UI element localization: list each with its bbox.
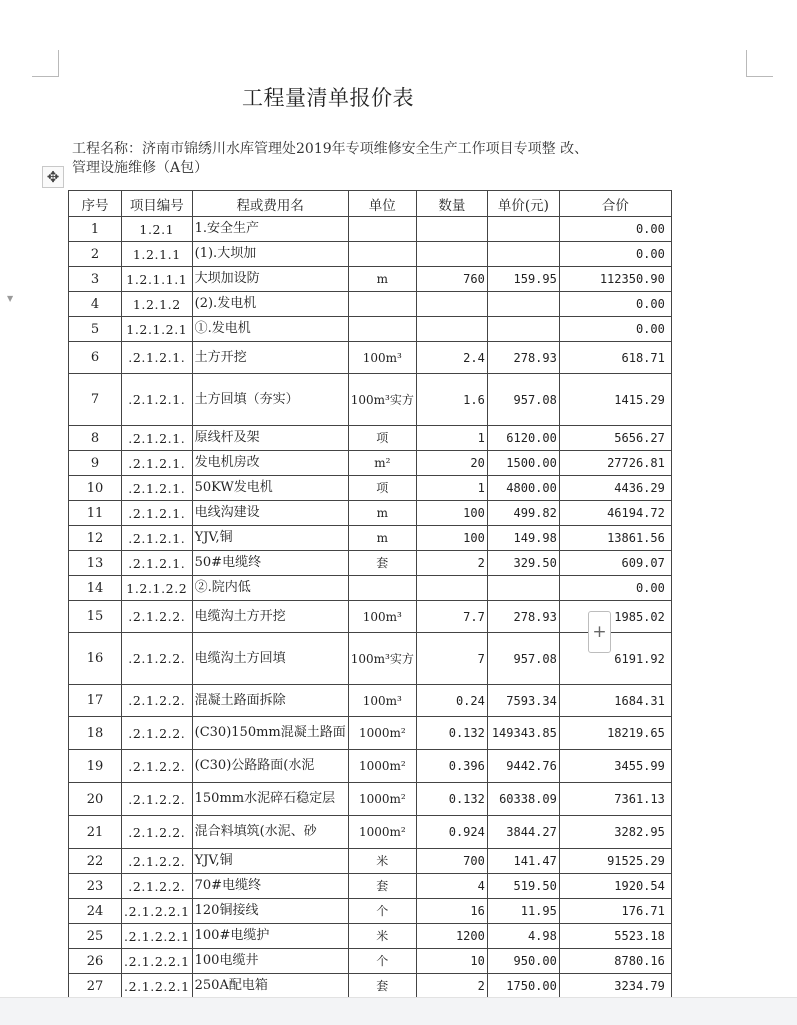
- cell-total: 13861.56: [559, 526, 671, 551]
- cell-unit: 100m³: [348, 685, 416, 717]
- cell-price: 278.93: [487, 601, 559, 633]
- cell-name: 50KW发电机: [192, 476, 348, 501]
- cell-total: 112350.90: [559, 267, 671, 292]
- table-row: [69, 451, 672, 476]
- cell-name: 混凝土路面拆除: [192, 685, 348, 717]
- cell-price: 1500.00: [487, 451, 559, 476]
- header-cell-unit: 单位: [348, 191, 416, 217]
- cell-unit: 100m³实方: [348, 374, 416, 426]
- move-arrows-icon: ✥: [46, 168, 60, 186]
- add-column-button[interactable]: [588, 611, 611, 653]
- cell-name: 1.安全生产: [192, 217, 348, 242]
- cell-price: [487, 292, 559, 317]
- cell-name: 70#电缆终: [192, 874, 348, 899]
- table-row: [69, 949, 672, 974]
- cell-qty: 0.132: [416, 783, 487, 816]
- table-row: [69, 924, 672, 949]
- cell-code: .2.1.2.1.: [122, 374, 193, 426]
- cell-name: 土方开挖: [192, 342, 348, 374]
- cell-price: 499.82: [487, 501, 559, 526]
- cell-no: 21: [69, 816, 122, 849]
- cell-qty: 16: [416, 899, 487, 924]
- table-row: [69, 816, 672, 849]
- cell-name: 原线杆及架: [192, 426, 348, 451]
- cell-no: 20: [69, 783, 122, 816]
- cell-name: 50#电缆终: [192, 551, 348, 576]
- cell-total: 7361.13: [559, 783, 671, 816]
- cell-qty: 1: [416, 426, 487, 451]
- table-row: [69, 601, 672, 633]
- cell-total: 8780.16: [559, 949, 671, 974]
- cell-code: .2.1.2.2.1: [122, 974, 193, 999]
- cell-price: [487, 576, 559, 601]
- cell-name: (C30)公路路面(水泥: [192, 750, 348, 783]
- cell-code: .2.1.2.2.: [122, 685, 193, 717]
- cell-name: 发电机房改: [192, 451, 348, 476]
- table-row: [69, 374, 672, 426]
- cell-name: 混合料填筑(水泥、砂: [192, 816, 348, 849]
- cell-unit: m²: [348, 451, 416, 476]
- table-row: [69, 717, 672, 750]
- header-cell-total: 合价: [559, 191, 671, 217]
- header-cell-code: 项目编号: [122, 191, 193, 217]
- cell-code: .2.1.2.2.: [122, 750, 193, 783]
- project-name: 工程名称：济南市锦绣川水库管理处2019年专项维修安全生产工作项目专项整 改、管理设施维修（A包）: [72, 141, 589, 176]
- cell-total: 0.00: [559, 292, 671, 317]
- cell-code: 1.2.1.2: [122, 292, 193, 317]
- cell-name: ②.院内低: [192, 576, 348, 601]
- cell-total: 618.71: [559, 342, 671, 374]
- cell-unit: [348, 242, 416, 267]
- cell-no: 22: [69, 849, 122, 874]
- cell-qty: 0.924: [416, 816, 487, 849]
- cell-price: 1750.00: [487, 974, 559, 999]
- cell-name: (2).发电机: [192, 292, 348, 317]
- cell-qty: [416, 217, 487, 242]
- header-cell-qty: 数量: [416, 191, 487, 217]
- cell-name: 电线沟建设: [192, 501, 348, 526]
- table-row: [69, 874, 672, 899]
- cell-code: .2.1.2.1.: [122, 476, 193, 501]
- cell-price: 957.08: [487, 633, 559, 685]
- cell-no: 3: [69, 267, 122, 292]
- cell-no: 23: [69, 874, 122, 899]
- cell-code: .2.1.2.2.: [122, 874, 193, 899]
- cell-total: 176.71: [559, 899, 671, 924]
- cell-unit: 1000m²: [348, 783, 416, 816]
- cell-name: YJV,铜: [192, 849, 348, 874]
- cell-price: 957.08: [487, 374, 559, 426]
- cell-total: 46194.72: [559, 501, 671, 526]
- cell-qty: 7: [416, 633, 487, 685]
- cell-qty: [416, 317, 487, 342]
- table-move-handle[interactable]: [42, 166, 64, 188]
- table-row: [69, 633, 672, 685]
- cell-qty: 4: [416, 874, 487, 899]
- cell-name: 大坝加设防: [192, 267, 348, 292]
- cell-no: 5: [69, 317, 122, 342]
- cell-no: 26: [69, 949, 122, 974]
- cell-price: 278.93: [487, 342, 559, 374]
- cell-total: 1415.29: [559, 374, 671, 426]
- cell-qty: 100: [416, 526, 487, 551]
- cell-no: 7: [69, 374, 122, 426]
- cell-price: 4.98: [487, 924, 559, 949]
- cell-total: 0.00: [559, 242, 671, 267]
- table-row: [69, 267, 672, 292]
- cell-name: 100电缆井: [192, 949, 348, 974]
- cell-unit: m: [348, 267, 416, 292]
- cell-price: 519.50: [487, 874, 559, 899]
- cell-name: ①.发电机: [192, 317, 348, 342]
- cell-no: 11: [69, 501, 122, 526]
- bottom-status-bar: [0, 997, 797, 1025]
- cell-code: .2.1.2.2.1: [122, 949, 193, 974]
- cell-qty: 760: [416, 267, 487, 292]
- cell-no: 25: [69, 924, 122, 949]
- cell-no: 1: [69, 217, 122, 242]
- table-row: [69, 242, 672, 267]
- cell-price: 3844.27: [487, 816, 559, 849]
- cell-total: 1684.31: [559, 685, 671, 717]
- cell-unit: 套: [348, 874, 416, 899]
- cell-unit: 1000m²: [348, 816, 416, 849]
- cell-no: 8: [69, 426, 122, 451]
- cell-qty: [416, 292, 487, 317]
- cell-unit: [348, 292, 416, 317]
- page-corner-top-left: [32, 50, 59, 77]
- table-header-row: [69, 191, 672, 217]
- cell-total: 18219.65: [559, 717, 671, 750]
- table-row: [69, 899, 672, 924]
- cell-name: (1).大坝加: [192, 242, 348, 267]
- cell-no: 24: [69, 899, 122, 924]
- cell-price: 7593.34: [487, 685, 559, 717]
- cell-qty: 0.396: [416, 750, 487, 783]
- table-row: [69, 849, 672, 874]
- table-row: [69, 342, 672, 374]
- cell-name: YJV,铜: [192, 526, 348, 551]
- cell-unit: [348, 576, 416, 601]
- cell-price: 6120.00: [487, 426, 559, 451]
- cell-total: 4436.29: [559, 476, 671, 501]
- cell-total: 3455.99: [559, 750, 671, 783]
- cell-total: 5523.18: [559, 924, 671, 949]
- cell-total: 0.00: [559, 217, 671, 242]
- cell-no: 27: [69, 974, 122, 999]
- cell-price: 141.47: [487, 849, 559, 874]
- cell-total: 3234.79: [559, 974, 671, 999]
- cell-no: 12: [69, 526, 122, 551]
- table-row: [69, 685, 672, 717]
- cell-code: .2.1.2.2.1: [122, 924, 193, 949]
- cell-no: 14: [69, 576, 122, 601]
- cell-code: 1.2.1.2.2: [122, 576, 193, 601]
- plus-icon: +: [592, 622, 607, 642]
- cell-unit: m: [348, 526, 416, 551]
- cell-total: 91525.29: [559, 849, 671, 874]
- table-row: [69, 783, 672, 816]
- cell-code: .2.1.2.1.: [122, 501, 193, 526]
- cell-qty: 10: [416, 949, 487, 974]
- cell-unit: 项: [348, 426, 416, 451]
- header-cell-price: 单价(元): [487, 191, 559, 217]
- cell-price: [487, 317, 559, 342]
- cell-code: .2.1.2.2.: [122, 816, 193, 849]
- cell-qty: 0.132: [416, 717, 487, 750]
- table-row: [69, 317, 672, 342]
- cell-code: .2.1.2.1.: [122, 451, 193, 476]
- table-row: [69, 501, 672, 526]
- cell-price: 9442.76: [487, 750, 559, 783]
- cell-code: 1.2.1.1: [122, 242, 193, 267]
- cell-name: 土方回填（夯实）: [192, 374, 348, 426]
- cell-code: .2.1.2.2.: [122, 783, 193, 816]
- cell-unit: 100m³: [348, 601, 416, 633]
- cell-unit: 1000m²: [348, 717, 416, 750]
- collapse-arrow-icon[interactable]: ▼: [7, 294, 14, 303]
- cell-name: 电缆沟土方回填: [192, 633, 348, 685]
- cell-code: .2.1.2.2.1: [122, 899, 193, 924]
- header-cell-name: 程或费用名: [192, 191, 348, 217]
- cell-no: 10: [69, 476, 122, 501]
- cell-price: 950.00: [487, 949, 559, 974]
- cell-unit: 套: [348, 551, 416, 576]
- table-row: [69, 292, 672, 317]
- cell-qty: 2: [416, 551, 487, 576]
- cell-qty: 1: [416, 476, 487, 501]
- cell-code: .2.1.2.2.: [122, 601, 193, 633]
- cell-code: 1.2.1: [122, 217, 193, 242]
- cell-code: .2.1.2.1.: [122, 426, 193, 451]
- cell-qty: 2: [416, 974, 487, 999]
- cell-unit: [348, 217, 416, 242]
- cell-price: 149.98: [487, 526, 559, 551]
- header-cell-no: 序号: [69, 191, 122, 217]
- cell-unit: m: [348, 501, 416, 526]
- cell-price: [487, 217, 559, 242]
- cell-qty: 100: [416, 501, 487, 526]
- table-row: [69, 750, 672, 783]
- cell-qty: 1200: [416, 924, 487, 949]
- cell-total: 0.00: [559, 576, 671, 601]
- cell-name: 150mm水泥碎石稳定层: [192, 783, 348, 816]
- cell-unit: 个: [348, 899, 416, 924]
- cell-code: 1.2.1.1.1: [122, 267, 193, 292]
- cell-total: 609.07: [559, 551, 671, 576]
- table-row: [69, 426, 672, 451]
- table-row: [69, 576, 672, 601]
- cell-no: 9: [69, 451, 122, 476]
- cell-price: 149343.85: [487, 717, 559, 750]
- cell-price: 11.95: [487, 899, 559, 924]
- cell-unit: 100m³: [348, 342, 416, 374]
- cell-price: 329.50: [487, 551, 559, 576]
- cell-name: 120铜接线: [192, 899, 348, 924]
- cell-code: .2.1.2.1.: [122, 551, 193, 576]
- cell-unit: 套: [348, 974, 416, 999]
- cell-total: 1985.02: [559, 601, 671, 633]
- cell-code: .2.1.2.1.: [122, 526, 193, 551]
- cell-no: 16: [69, 633, 122, 685]
- cell-code: .2.1.2.2.: [122, 717, 193, 750]
- cell-qty: 2.4: [416, 342, 487, 374]
- cell-total: 6191.92: [559, 633, 671, 685]
- cell-price: 159.95: [487, 267, 559, 292]
- cell-total: 1920.54: [559, 874, 671, 899]
- cell-total: 0.00: [559, 317, 671, 342]
- table-row: [69, 217, 672, 242]
- cell-no: 17: [69, 685, 122, 717]
- cell-no: 15: [69, 601, 122, 633]
- cell-no: 19: [69, 750, 122, 783]
- cell-unit: 米: [348, 924, 416, 949]
- cell-code: 1.2.1.2.1: [122, 317, 193, 342]
- table-row: [69, 551, 672, 576]
- cell-price: [487, 242, 559, 267]
- cell-code: .2.1.2.2.: [122, 849, 193, 874]
- cell-no: 13: [69, 551, 122, 576]
- table-row: [69, 974, 672, 999]
- cell-total: 27726.81: [559, 451, 671, 476]
- cell-unit: 1000m²: [348, 750, 416, 783]
- cell-name: 250A配电箱: [192, 974, 348, 999]
- cell-qty: 7.7: [416, 601, 487, 633]
- cell-code: .2.1.2.1.: [122, 342, 193, 374]
- document-title: 工程量清单报价表: [242, 86, 414, 110]
- cell-name: 电缆沟土方开挖: [192, 601, 348, 633]
- cell-unit: 100m³实方: [348, 633, 416, 685]
- cell-unit: 项: [348, 476, 416, 501]
- cell-qty: 700: [416, 849, 487, 874]
- cell-qty: 0.24: [416, 685, 487, 717]
- cell-name: (C30)150mm混凝土路面: [192, 717, 348, 750]
- page-corner-top-right: [746, 50, 773, 77]
- cell-unit: [348, 317, 416, 342]
- cell-unit: 米: [348, 849, 416, 874]
- cell-total: 5656.27: [559, 426, 671, 451]
- cell-qty: 20: [416, 451, 487, 476]
- cell-qty: 1.6: [416, 374, 487, 426]
- cell-no: 6: [69, 342, 122, 374]
- cell-price: 4800.00: [487, 476, 559, 501]
- cell-no: 4: [69, 292, 122, 317]
- cell-no: 2: [69, 242, 122, 267]
- cell-price: 60338.09: [487, 783, 559, 816]
- cell-name: 100#电缆护: [192, 924, 348, 949]
- quote-table: [68, 190, 672, 999]
- table-row: [69, 476, 672, 501]
- cell-total: 3282.95: [559, 816, 671, 849]
- cell-qty: [416, 242, 487, 267]
- cell-unit: 个: [348, 949, 416, 974]
- table-row: [69, 526, 672, 551]
- cell-code: .2.1.2.2.: [122, 633, 193, 685]
- cell-qty: [416, 576, 487, 601]
- cell-no: 18: [69, 717, 122, 750]
